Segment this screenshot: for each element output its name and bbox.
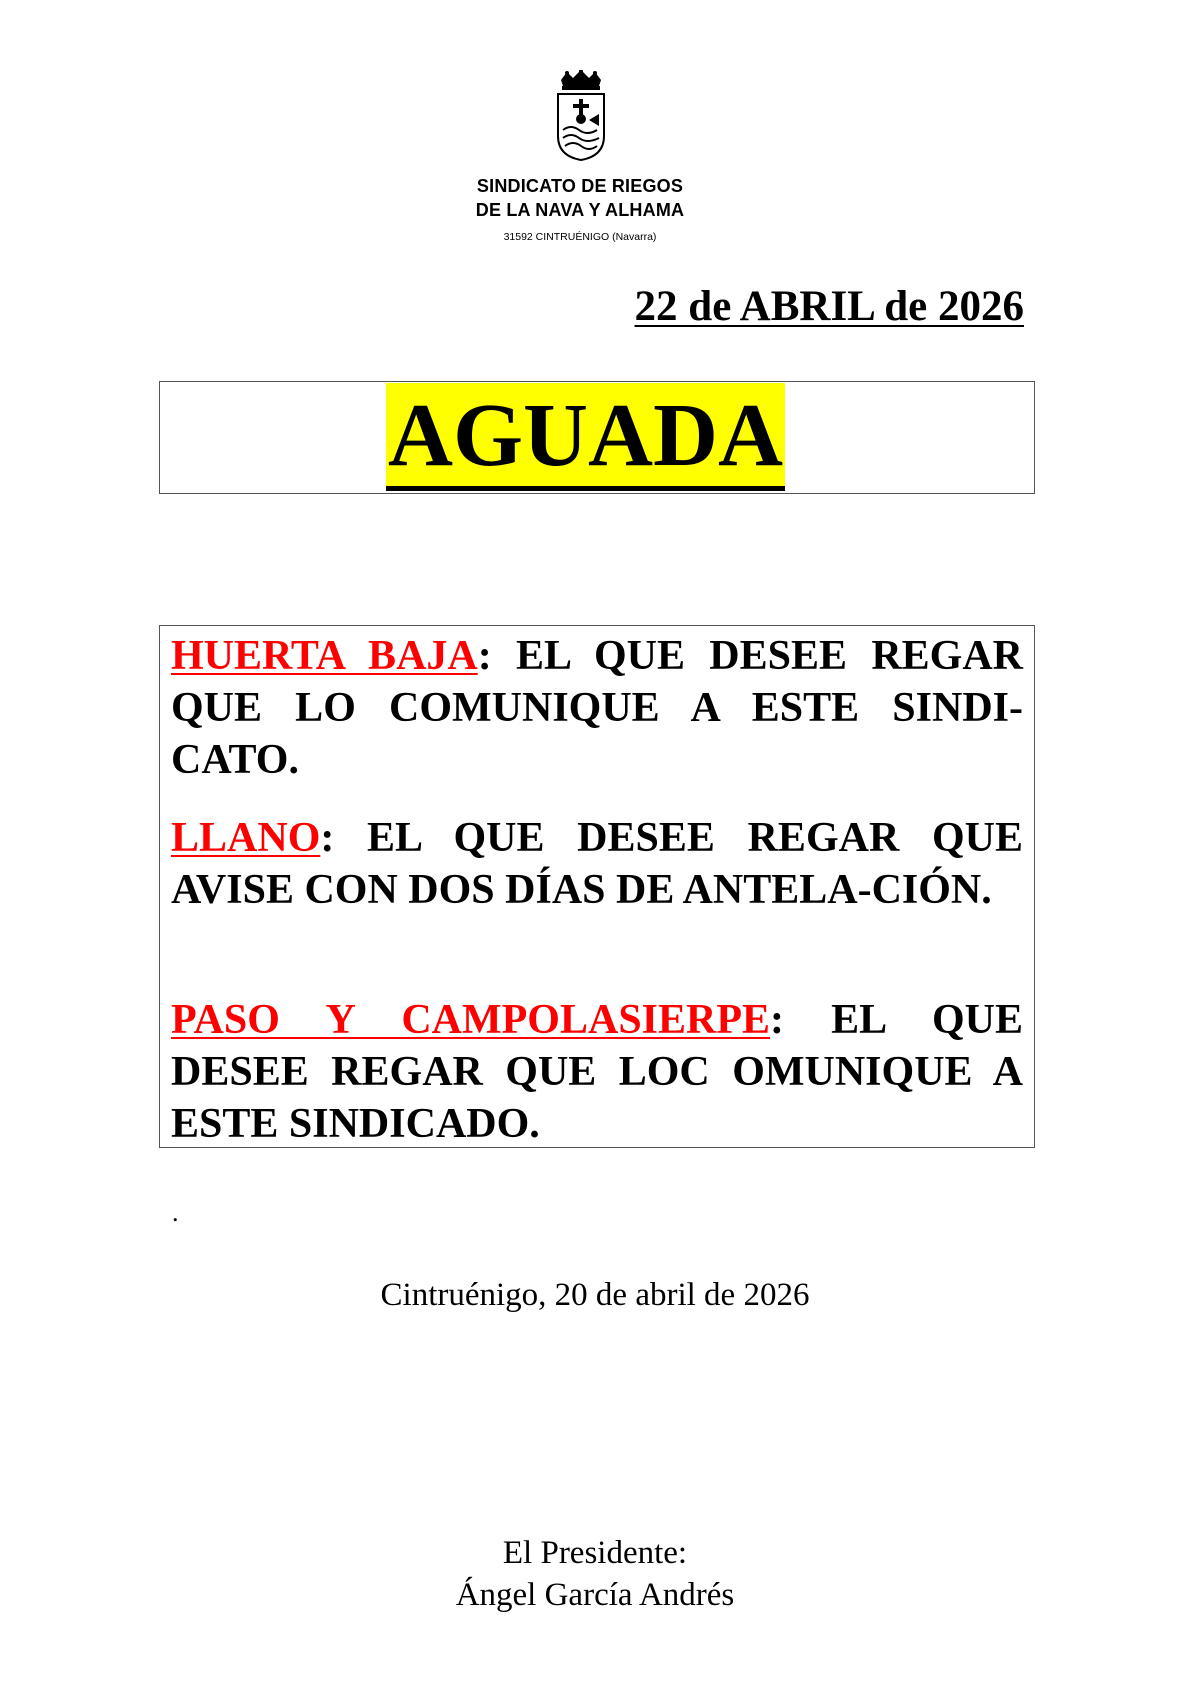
org-line-1: SINDICATO DE RIEGOS <box>476 176 684 196</box>
organization-address: 31592 CINTRUÉNIGO (Navarra) <box>503 231 657 243</box>
section-text: : EL QUE DESEE REGAR QUE LOC OMUNIQUE A ESTE SINDICADO. <box>171 997 1023 1147</box>
section-paso-campolasierpe <box>171 994 1023 1150</box>
section-label: LLANO <box>171 815 321 861</box>
signature-name: Ángel García Andrés <box>455 1577 735 1613</box>
organization-name <box>420 174 740 222</box>
notice-title: AGUADA <box>386 383 785 491</box>
org-line-2: DE LA NAVA Y ALHAMA <box>475 200 685 220</box>
place-date: Cintruénigo, 20 de abril de 2026 <box>380 1277 810 1313</box>
section-text: : EL QUE DESEE REGAR QUE LO COMUNIQUE A ESTE SINDI-CATO. <box>171 633 1023 783</box>
coat-of-arms-icon <box>553 70 609 162</box>
separator-dot: . <box>172 1198 179 1227</box>
section-huerta-baja <box>171 630 1023 786</box>
notice-date: 22 de ABRIL de 2026 <box>634 283 1024 330</box>
section-text: : EL QUE DESEE REGAR QUE AVISE CON DOS DÍAS DE ANTELA-CIÓN. <box>171 815 1023 913</box>
section-llano <box>171 812 1023 916</box>
section-label: HUERTA BAJA <box>171 633 478 679</box>
section-label: PASO Y CAMPOLASIERPE <box>171 997 771 1043</box>
signature-role: El Presidente: <box>502 1535 688 1571</box>
